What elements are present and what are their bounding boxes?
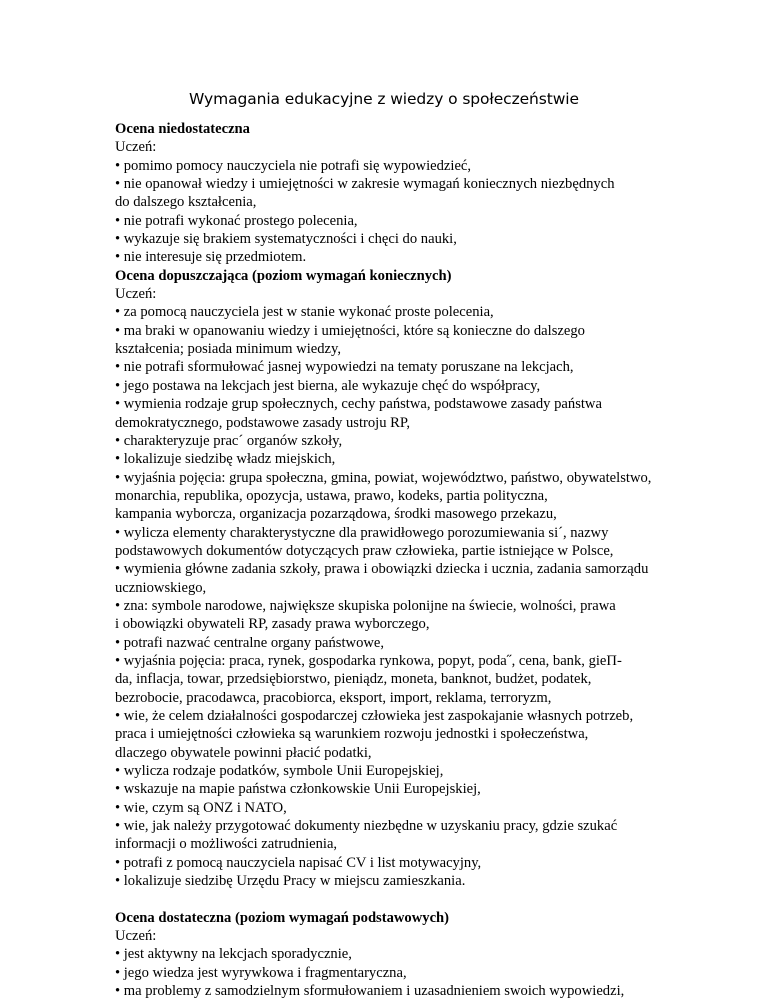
list-item: • wie, że celem działalności gospodarczej człowieka jest zaspokajanie własnych potrzeb,: [115, 708, 634, 724]
list-item: monarchia, republika, opozycja, ustawa, prawo, kodeks, partia polityczna,: [115, 487, 548, 504]
list-item: • wie, jak należy przygotować dokumenty niezbędne w uzyskaniu pracy, gdzie szukać: [115, 818, 618, 835]
list-item: • wyjaśnia pojęcia: praca, rynek, gospodarka rynkowa, popyt, poda˝, cena, bank, gieΠ-: [115, 652, 622, 669]
section-dostateczna: [115, 909, 725, 1001]
list-item: • wymienia rodzaje grup społecznych, cechy państwa, podstawowe zasady państwa: [115, 396, 602, 413]
list-item: dlaczego obywatele powinni płacić podatki,: [115, 744, 372, 761]
list-item: uczniowskiego,: [115, 579, 207, 596]
list-item: • jego wiedza jest wyrywkowa i fragmentaryczna,: [115, 964, 407, 981]
list-item: kampania wyborcza, organizacja pozarządowa, środki masowego przekazu,: [115, 506, 557, 523]
list-item: do dalszego kształcenia,: [115, 194, 257, 211]
list-item: • pomimo pomocy nauczyciela nie potrafi się wypowiedzieć,: [115, 157, 472, 174]
list-item: • lokalizuje siedzibę władz miejskich,: [115, 451, 336, 468]
list-item: • ma braki w opanowaniu wiedzy i umiejętności, które są konieczne do dalszego: [115, 322, 585, 339]
list-item: • lokalizuje siedzibę Urzędu Pracy w miejscu zamieszkania.: [115, 873, 466, 890]
list-item: • nie opanował wiedzy i umiejętności w zakresie wymagań koniecznych niezbędnych: [115, 176, 615, 193]
list-item: • wymienia główne zadania szkoły, prawa i obowiązki dziecka i ucznia, zadania samorządu: [115, 561, 649, 578]
list-item: • nie potrafi wykonać prostego polecenia,: [115, 212, 358, 229]
list-item: • charakteryzuje prac´ organów szkoły,: [115, 432, 343, 449]
list-item: • potrafi nazwać centralne organy państwowe,: [115, 634, 385, 651]
list-item: • wyjaśnia pojęcia: grupa społeczna, gmina, powiat, województwo, państwo, obywatelstwo,: [115, 469, 652, 486]
list-item: • wylicza rodzaje podatków, symbole Unii Europejskiej,: [115, 763, 444, 780]
section-heading: Ocena dostateczna (poziom wymagań podstawowych): [115, 909, 450, 926]
section-intro: Uczeń:: [115, 139, 157, 156]
list-item: • za pomocą nauczyciela jest w stanie wykonać proste polecenia,: [115, 304, 494, 321]
list-item: bezrobocie, pracodawca, pracobiorca, eksport, import, reklama, terroryzm,: [115, 689, 552, 706]
list-item: • jest aktywny na lekcjach sporadycznie,: [115, 946, 352, 963]
list-item: informacji o możliwości zatrudnienia,: [115, 836, 338, 853]
section-intro: Uczeń:: [115, 928, 157, 945]
list-item: kształcenia; posiada minimum wiedzy,: [115, 341, 342, 358]
list-item: • zna: symbole narodowe, największe skupiska polonijne na świecie, wolności, prawa: [115, 597, 616, 614]
list-item: • potrafi z pomocą nauczyciela napisać CV i list motywacyjny,: [115, 854, 482, 871]
list-item: • nie potrafi sformułować jasnej wypowiedzi na tematy poruszane na lekcjach,: [115, 359, 574, 376]
section-intro: Uczeń:: [115, 286, 157, 303]
list-item: praca i umiejętności człowieka są warunkiem rozwoju jednostki i społeczeństwa,: [115, 726, 589, 743]
section-spacer: [115, 890, 725, 908]
list-item: • wylicza elementy charakterystyczne dla prawidłowego porozumiewania si´, nazwy: [115, 524, 609, 541]
list-item: • wie, czym są ONZ i NATO,: [115, 799, 287, 816]
list-item: i obowiązki obywateli RP, zasady prawa wyborczego,: [115, 616, 430, 633]
list-item: • ma problemy z samodzielnym sformułowaniem i uzasadnieniem swoich wypowiedzi,: [115, 983, 625, 1000]
list-item: • wykazuje się brakiem systematyczności i chęci do nauki,: [115, 231, 457, 248]
list-item: podstawowych dokumentów dotyczących praw człowieka, partie istniejące w Polsce,: [115, 542, 614, 559]
list-item: • nie interesuje się przedmiotem.: [115, 249, 307, 266]
list-item: demokratycznego, podstawowe zasady ustroju RP,: [115, 414, 411, 431]
section-heading: Ocena dopuszczająca (poziom wymagań koniecznych): [115, 267, 452, 284]
section-dopuszczajaca: [115, 267, 725, 891]
section-niedostateczna: [115, 120, 725, 267]
list-item: da, inflacja, towar, przedsiębiorstwo, pieniądz, moneta, banknot, budżet, podatek,: [115, 671, 592, 688]
document-title: Wymagania edukacyjne z wiedzy o społeczeństwie: [189, 90, 579, 108]
list-item: • wskazuje na mapie państwa członkowskie Unii Europejskiej,: [115, 781, 481, 798]
list-item: • jego postawa na lekcjach jest bierna, ale wykazuje chęć do współpracy,: [115, 377, 541, 394]
document-body: [115, 120, 725, 1001]
section-heading: Ocena niedostateczna: [115, 121, 250, 137]
